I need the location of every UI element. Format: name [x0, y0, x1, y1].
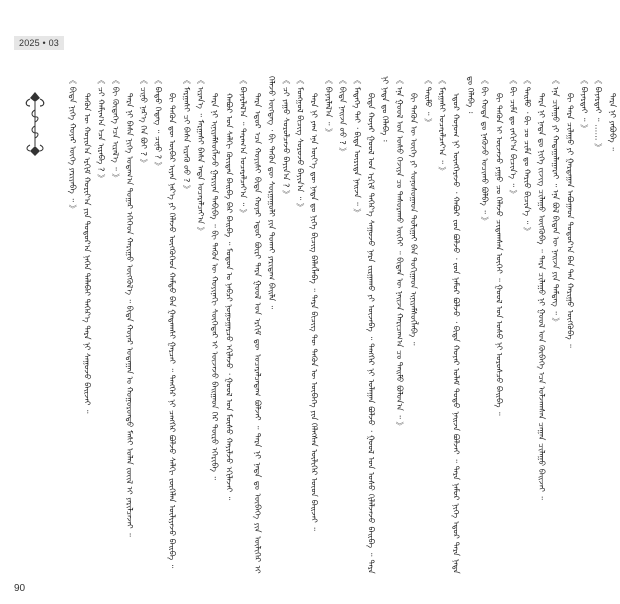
- text-paragraph: ᠪᠢᠳᠡ ᠬᠣᠶᠠᠷ ᠭᠣᠣᠯ ᠤᠨ ᠡᠷᠬᠢᠮ ᠳᠡᠭᠡᠷ᠎ᠡ ᠰᠠᠭᠤᠵᠤ ᠨᠠᠷᠠ ᠵᠢᠷᠭᠠᠬᠤ ᠶᠢ ᠦᠵᠡᠪᠡ ᠃ ᠲᠡᠩᠭᠡᠷ ᠨᠢ ᠤᠯᠠᠭᠠᠨ ᠪᠣᠯᠵᠤ ᠂ ᠭᠣᠣᠯ ᠤᠨ ᠤᠰᠤ ᠭᠢᠯᠠᠯᠵᠠᠵᠤ ᠪᠠᠢᠪᠠ ᠃ ᠲᠡᠷᠡ ᠨᠢ ᠨᠠᠳᠠ ᠳᠤ ᠬᠡᠯᠡᠪᠡ ᠄: [366, 76, 391, 574]
- text-paragraph: 《 ᠪᠠᠶᠠᠷᠲᠠᠢ ᠃ 》: [579, 76, 590, 133]
- text-paragraph: 《 ᠮᠣᠩᠭᠣᠯ ᠪᠢᠴᠢᠭ ᠰᠤᠷᠤᠵᠤ ᠪᠠᠶᠢᠨ᠎ᠠ ᠃ 》: [295, 76, 306, 212]
- text-paragraph: ᠲᠡᠷᠡ ᠨᠢ ᠪᠠᠰᠠ ᠨᠢᠭᠡ ᠤᠳᠠᠭ᠎ᠠ ᠳᠤᠭᠠᠷ ᠡᠭᠡᠭᠡᠳ ᠬᠠᠷᠢᠭᠤ ᠥᠭᠭᠦᠯ᠎ᠡ ᠃ ᠪᠢᠳᠡ ᠬᠣᠶᠠᠷ ᠤᠳᠠᠭᠠᠨ ᠤ ᠬᠣᠭᠤᠷᠤᠨᠳᠤ ᠮᠠᠰᠢ ᠣᠯᠠᠨ ᠵᠦᠢᠯ ᠢ ᠶᠠᠷᠢᠯᠴᠠᠵᠠᠢ ᠃: [125, 93, 136, 537]
- text-paragraph: 《 ᠡᠨᠡ ᠭᠣᠣᠯ ᠤᠨ ᠤᠰᠤ ᠬᠡᠵᠢᠶᠡ ᠴᠤ ᠲᠠᠰᠤᠷᠠᠬᠤ ᠦᠭᠡᠢ ᠃ ᠪᠢᠳᠡᠨ ᠦ ᠨᠠᠢᠵᠠ ᠬᠠᠷᠢᠴᠠᠭ᠎ᠠ ᠴᠤ ᠲᠡᠢᠮᠦ ᠪᠣᠯᠤᠨ᠎ᠠ ᠃ 》: [394, 76, 405, 430]
- text-paragraph: ᠪᠢ ᠲᠡᠭᠦᠨ ᠦ ᠦᠭᠡ ᠶᠢ ᠰᠣᠨᠣᠰᠣᠭᠠᠳ ᠲᠣᠯᠢᠭᠠᠢ ᠪᠠᠨ ᠳᠣᠬᠢᠭᠠᠳ ᠢᠨᠢᠶᠡᠮᠰᠦᠭᠯᠡᠪᠡ ᠃: [409, 93, 420, 346]
- mongolian-ornament-icon: [24, 90, 46, 158]
- text-paragraph: 《 ᠲᠡᠢᠮᠦ ᠂ ᠪᠢ ᠴᠤ ᠴᠢᠮᠠ ᠳᠤ ᠬᠠᠷᠢᠤ ᠪᠢᠴᠢᠨ᠎ᠡ ᠃ 》: [522, 76, 533, 236]
- text-paragraph: 《 ᠪᠠᠲᠤ ᠭᠡᠳᠡᠭ ᠃ ᠴᠢᠨᠦ ? 》: [153, 76, 164, 170]
- text-paragraph: ᠪᠢ ᠲᠡᠭᠦᠨ ᠳᠦ ᠥᠪᠡᠷ ᠢᠶᠡᠨ ᠨᠡᠷ᠎ᠡ ᠶᠢ ᠬᠡᠯᠡᠵᠦ ᠥᠭᠭᠦᠭᠡᠳ ᠬᠠᠮᠲᠤ ᠪᠠᠨ ᠭᠠᠳᠠᠭᠰᠢ ᠭᠠᠷᠴᠠᠢ ᠃ ᠲᠡᠩᠭᠡᠷ ᠨᠢ ᠴᠡᠩᠬᠡᠷ ᠪᠣᠯᠵᠤ ᠰᠠᠯᠬᠢ ᠵᠥᠭᠡᠯᠡᠨ ᠦᠯᠢᠶᠡᠵᠦ ᠪᠠᠢᠪᠠ ᠃: [167, 93, 178, 569]
- text-paragraph: 《 ᠴᠢ ᠶᠠᠭᠤ ᠰᠤᠷᠤᠯᠴᠠᠵᠤ ᠪᠠᠶᠢᠨ᠎ᠠ ? 》: [281, 76, 292, 199]
- text-paragraph: ᠬᠠᠪᠤᠷ ᠤᠨ ᠰᠠᠯᠬᠢ ᠬᠦᠢᠲᠡᠨ ᠪᠠᠢᠪᠠ ᠪᠡᠷ ᠪᠠᠢᠪᠠ ᠃ ᠮᠣᠳᠤᠨ ᠤ ᠨᠠᠪᠴᠢ ᠨᠣᠭᠣᠭᠠᠷᠴᠤ ᠡᠬᠢᠯᠡᠵᠦ ᠂ ᠭᠣᠣᠯ ᠤᠨ ᠮᠥᠰᠦ ᠬᠠᠶᠢᠯᠵᠤ ᠡᠬᠢᠯᠡᠵᠡᠢ ᠃: [224, 93, 235, 501]
- text-paragraph: ᠲᠡᠷᠡ ᠨᠢ ᠨᠠᠳᠠ ᠳᠤ ᠨᠢᠭᠡ ᠵᠢᠵᠢᠭ ᠴᠢᠯᠠᠭᠤ ᠥᠭᠭᠦᠪᠡ ᠃ ᠲᠡᠷᠡ ᠴᠢᠯᠠᠭᠤ ᠨᠢ ᠭᠣᠣᠯ ᠤᠨ ᠬᠥᠪᠡᠭᠡ ᠡᠴᠡ ᠣᠯᠵᠠᠭᠰᠠᠨ ᠴᠠᠭᠠᠨ ᠴᠢᠯᠠᠭᠤ ᠪᠠᠢᠵᠠᠢ ᠃: [536, 93, 547, 501]
- text-paragraph: ᠪᠢ ᠲᠡᠷᠡ ᠴᠢᠯᠠᠭᠤ ᠶᠢ ᠭᠠᠷᠲᠠᠭᠠᠨ ᠠᠪᠤᠭᠠᠳ ᠳᠣᠲᠣᠷ᠎ᠠ ᠪᠡᠨ ᠲᠠᠨ ᠬᠠᠷᠢᠭᠤ ᠥᠭᠭᠦᠪᠡ ᠃: [565, 93, 576, 349]
- text-paragraph: 《 ᠮᠠᠷᠭᠠᠰᠢ ᠴᠢ ᠪᠠᠰᠠ ᠢᠷᠡᠬᠦ ᠦᠦ ? 》: [181, 76, 192, 194]
- issue-tag: 2025 • 03: [14, 36, 64, 50]
- text-paragraph: ᠲᠡᠷᠡ ᠨᠢ ᠶᠠᠭ ᠡᠨᠡ ᠦᠶ᠎ᠡ ᠳᠦ ᠨᠠᠳᠠ ᠳᠤ ᠨᠢᠭᠡ ᠪᠢᠴᠢᠭ ᠪᠡᠯᠡᠭᠯᠡᠪᠡ ᠃ ᠲᠡᠷᠡ ᠪᠢᠴᠢᠭ ᠲᠦ ᠲᠡᠭᠦᠨ ᠦ ᠥᠪᠡᠭᠡ ᠶᠢᠨ ᠬᠡᠯᠡᠭᠰᠡᠨ ᠦᠯᠢᠭᠡᠷ ᠦᠳ ᠪᠠᠢᠵᠠᠢ ᠃: [309, 93, 320, 532]
- text-paragraph: ᠲᠡᠷᠡ ᠨᠢ ᠶᠠᠪᠤᠪᠠ ᠃: [607, 93, 618, 152]
- text-paragraph: 《 ᠮᠡᠳᠡᠭᠡ ᠲᠡᠢ ᠂ ᠪᠢᠳᠡ ᠦᠷᠢᠳᠡ ᠨᠠᠢᠵᠠ ᠃ 》: [352, 76, 363, 217]
- text-paragraph: 《 ᠢᠷᠡᠨ᠎ᠡ ᠃ ᠮᠠᠷᠭᠠᠰᠢ ᠪᠠᠰᠠ ᠡᠨᠳᠡ ᠤᠴᠠᠷᠠᠯᠴᠠᠶ᠎ᠠ 》: [196, 76, 207, 235]
- text-paragraph: ᠲᠡᠷᠡ ᠡᠳᠦᠷ ᠡᠴᠡ ᠬᠣᠶᠢᠰᠢ ᠪᠢᠳᠡ ᠬᠣᠶᠠᠷ ᠡᠳᠦᠷ ᠪᠦᠷᠢ ᠲᠡᠷᠡ ᠭᠣᠣᠯ ᠤᠨ ᠡᠷᠬᠢᠮ ᠳᠦ ᠤᠴᠠᠷᠠᠯᠴᠠᠳᠠᠭ ᠪᠣᠯᠵᠠᠢ ᠃ ᠲᠡᠷᠡ ᠨᠢ ᠨᠠᠳᠠ ᠳᠤ ᠥᠪᠡᠭᠡ ᠶᠢᠨ ᠦᠯᠢᠭᠡᠷ ᠢ ᠬᠡᠯᠡᠵᠦ ᠥᠭᠳᠡᠭ ᠂ ᠪᠢ ᠲᠡᠭᠦᠨ ᠳᠦ ᠰᠤᠷᠭᠠᠭᠤᠯᠢ ᠶᠢᠨ ᠲᠤᠬᠠᠢ ᠶᠠᠷᠢᠳᠠᠭ ᠪᠠᠢᠯᠠ ᠃: [252, 76, 278, 574]
- text-paragraph: 《 ᠪᠢ ᠬᠣᠲᠠ ᠳᠤ ᠨᠡᠭᠦᠵᠦ ᠣᠴᠢᠬᠤ ᠪᠣᠯᠪᠠ ᠃ 》: [480, 76, 491, 225]
- text-paragraph: 《 ᠡᠨᠡ ᠴᠢᠯᠠᠭᠤ ᠶᠢ ᠬᠠᠳᠠᠭᠠᠯᠠᠭᠠᠷᠠᠢ ᠃ ᠡᠨᠡ ᠪᠣᠯ ᠪᠢᠳᠡᠨ ᠦ ᠨᠠᠢᠵᠠ ᠶᠢᠨ ᠲᠡᠮᠳᠡᠭ ᠃ 》: [551, 76, 562, 326]
- text-paragraph: ᠲᠡᠭᠦᠨ ᠦ ᠬᠣᠶᠢᠨ᠎ᠠ ᠡᠷᠬᠢᠮ ᠬᠣᠷᠢᠶ᠎ᠠ ᠶᠢᠨ ᠳᠣᠲᠣᠷ᠎ᠠ ᠨᠡᠭᠡᠨ ᠲᠠᠯᠠᠪᠠᠢ ᠳᠡᠭᠡᠷ᠎ᠡ ᠲᠡᠷᠡ ᠨᠢ ᠰᠠᠭᠤᠵᠤ ᠪᠠᠢᠵᠠᠢ ᠃: [82, 93, 93, 414]
- text-paragraph: 《 ᠪᠢᠳᠡ ᠨᠢᠭᠡ ᠬᠣᠶᠠᠷ ᠦᠭᠡ ᠶᠠᠷᠢᠶᠠᠪᠠ ᠃ 》: [68, 76, 79, 213]
- text-paragraph: 《 ᠴᠢ ᠬᠠᠮᠢᠭ᠎ᠠ ᠡᠴᠡ ᠢᠷᠡᠪᠡ ? 》: [96, 76, 107, 183]
- text-paragraph: ᠡᠳᠦᠷ ᠬᠣᠨᠣᠭ ᠨᠢ ᠥᠩᠭᠡᠷᠡᠵᠦ ᠂ ᠬᠠᠪᠤᠷ ᠵᠤᠨ ᠪᠣᠯᠵᠤ ᠂ ᠵᠤᠨ ᠨᠠᠮᠤᠷ ᠪᠣᠯᠵᠤ ᠂ ᠪᠢᠳᠡ ᠬᠣᠶᠠᠷ ᠤᠯᠠᠮ ᠳᠣᠲᠣ ᠨᠠᠢᠵᠠ ᠪᠣᠯᠵᠠᠢ ᠃ ᠲᠡᠷᠡ ᠨᠠᠮᠤᠷ ᠨᠢᠭᠡ ᠡᠳᠦᠷ ᠲᠡᠷᠡ ᠨᠠᠳᠠ ᠳᠤ ᠬᠡᠯᠡᠪᠡ ᠄: [451, 76, 476, 574]
- text-paragraph: 《 ᠮᠠᠷᠭᠠᠰᠢ ᠤᠴᠠᠷᠠᠯᠴᠠᠶ᠎ᠠ ᠃ 》: [437, 76, 448, 175]
- text-paragraph: 《 ᠪᠠᠶᠠᠷᠯᠠᠯ᠎ᠠ ᠃ 》: [323, 76, 334, 137]
- text-paragraph: 《 ᠪᠢ ᠬᠦᠳᠡᠭᠡ ᠡᠴᠡ ᠢᠷᠡᠯ᠎ᠡ ᠃ 》: [110, 76, 121, 182]
- text-paragraph: 《 ᠪᠢ ᠴᠢᠮᠠ ᠳᠤ ᠵᠠᠬᠢᠶ᠎ᠠ ᠪᠢᠴᠢᠨ᠎ᠡ ᠃ 》: [508, 76, 519, 198]
- text-paragraph: 《 ᠪᠢᠳᠡ ᠨᠠᠢᠵᠠ ᠦᠦ ? 》: [338, 76, 349, 156]
- text-paragraph: 《 ᠪᠠᠶᠠᠷᠲᠠᠢ ᠃ …… 》: [593, 76, 604, 152]
- text-paragraph: 《 ᠲᠡᠢᠮᠦ ᠃ 》: [423, 76, 434, 127]
- text-paragraph: 《 ᠪᠠᠶᠠᠷᠯᠠᠯ᠎ᠠ ᠃ ᠳᠠᠷᠠᠭ᠎ᠠ ᠤᠴᠠᠷᠠᠯᠴᠠᠶ᠎ᠠ ᠃ 》: [238, 76, 249, 217]
- text-paragraph: ᠪᠢ ᠲᠡᠭᠦᠨ ᠢ ᠦᠵᠡᠵᠦ ᠶᠠᠭᠤ ᠴᠤ ᠬᠡᠯᠡᠵᠦ ᠴᠢᠳᠠᠭᠰᠠᠨ ᠦᠭᠡᠢ ᠃ ᠭᠣᠣᠯ ᠤᠨ ᠤᠰᠤ ᠨᠢ ᠤᠷᠤᠰᠴᠤ ᠪᠠᠢᠪᠠ ᠃: [494, 93, 505, 416]
- vertical-body-text: [66, 76, 618, 574]
- text-paragraph: ᠲᠡᠷᠡ ᠨᠢ ᠢᠨᠢᠶᠡᠮᠰᠦᠭᠯᠡᠵᠦ ᠭᠠᠷᠢᠶᠠᠨ ᠳᠡᠪᠢᠪᠡ ᠃ ᠪᠢ ᠲᠡᠭᠦᠨ ᠦ ᠬᠣᠶᠢᠨᠠᠬᠢ ᠰᠦᠭᠡᠳᠡᠷ ᠢ ᠦᠵᠡᠵᠦ ᠪᠠᠢᠭᠠᠳ ᠭᠡᠷ ᠲᠦᠷᠦ ᠡᠭᠡᠷᠢᠪᠡ ᠃: [210, 93, 221, 481]
- text-paragraph: 《 ᠴᠢᠨᠦ ᠨᠡᠷ᠎ᠡ ᠬᠡᠨ ᠪᠤᠢ ? 》: [139, 76, 150, 167]
- page-number: 90: [14, 583, 26, 594]
